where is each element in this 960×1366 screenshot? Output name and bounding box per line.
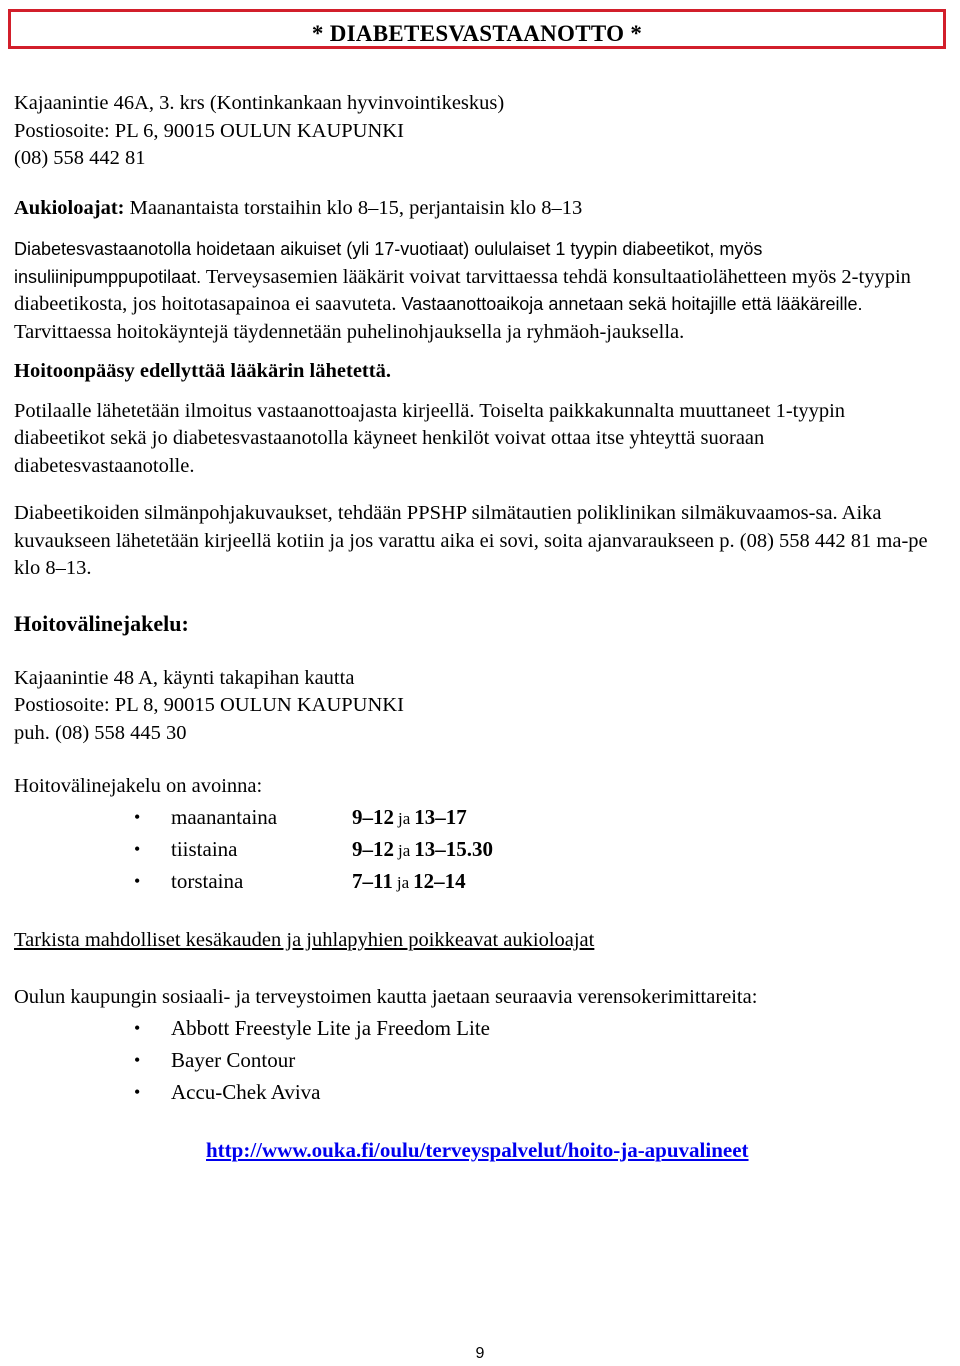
document-body xyxy=(14,90,934,1168)
bullet-icon: • xyxy=(134,838,141,859)
day-label: maanantaina xyxy=(171,804,278,829)
opening-hours-label: Aukioloajat: xyxy=(14,196,125,219)
phone-line: (08) 558 442 81 xyxy=(14,147,146,169)
eye-exam-text-2: Aika kuvaukseen lähetetään kirjeellä kotiin ja jos varattu aika ei sovi, soita ajanvaraukseen p. (08) 558 442 81 ma-pe klo 8–13. xyxy=(14,502,928,579)
bullet-icon: • xyxy=(134,806,141,827)
intro-paragraph xyxy=(14,236,934,346)
time-range: 9–12 ja 13–15.30 xyxy=(352,836,494,861)
link-container xyxy=(14,1108,934,1168)
time-range: 9–12 ja 13–17 xyxy=(352,804,467,829)
notice-text: Potilaalle lähetetään ilmoitus vastaanottoajasta kirjeellä. xyxy=(14,399,475,422)
exceptions-note: Tarkista mahdolliset kesäkauden ja juhlapyhien poikkeavat aukioloajat xyxy=(14,928,595,951)
eye-exam-paragraph xyxy=(14,500,934,583)
intro-text-sans: Diabetesvastaanotolla hoidetaan aikuiset (yli 17-vuotiaat) oululaiset 1 tyypin diabeetikot, myös insuliinipumppupotilaat. xyxy=(14,239,763,287)
supplies-postal-line: Postiosoite: PL 8, 90015 OULUN KAUPUNKI xyxy=(14,694,404,716)
postal-address-line: Postiosoite: PL 6, 90015 OULUN KAUPUNKI xyxy=(14,119,404,142)
meter-name: Abbott Freestyle Lite ja Freedom Lite xyxy=(171,1015,490,1040)
bullet-icon: • xyxy=(134,1017,141,1038)
page-title: * DIABETESVASTAANOTTO * xyxy=(311,21,643,46)
meters-intro: Oulun kaupungin sosiaali- ja terveystoimen kautta jaetaan seuraavia verensokerimittareita: xyxy=(14,986,758,1008)
supplies-address xyxy=(14,665,934,748)
intro-text-sans-2: Vastaanottoaikoja annetaan sekä hoitajille että lääkäreille. xyxy=(396,294,863,314)
supplies-open-label: Hoitovälinejakelu on avoinna: xyxy=(14,775,263,797)
supplies-phone-line: puh. (08) 558 445 30 xyxy=(14,721,187,744)
bullet-icon: • xyxy=(134,1049,141,1070)
supplies-info-link[interactable]: http://www.ouka.fi/oulu/terveyspalvelut/hoito-ja-apuvalineet xyxy=(206,1137,749,1162)
intro-text-serif: Terveysasemien lääkärit voivat tarvittaessa tehdä konsultaatiolähetteen myös 2-tyypin diabeetikosta, jos hoitotasapainoa ei saavuteta. xyxy=(14,265,911,315)
referral-note: Hoitoonpääsy edellyttää lääkärin lähetettä. xyxy=(14,360,391,382)
notice-paragraph xyxy=(14,398,934,481)
meter-name: Accu-Chek Aviva xyxy=(171,1079,321,1104)
intro-text-serif-2: Tarvittaessa hoitokäyntejä täydennetään puhelinohjauksella ja ryhmäoh-jauksella. xyxy=(14,320,685,343)
day-label: torstaina xyxy=(171,868,244,893)
supplies-address-line: Kajaanintie 48 A, käynti takapihan kautta xyxy=(14,666,355,689)
opening-hours-text: Maanantaista torstaihin klo 8–15, perjantaisin klo 8–13 xyxy=(124,196,583,219)
meters-list xyxy=(14,1012,934,1108)
notice-text-2: Toiselta paikkakunnalta muuttaneet 1-tyypin diabeetikot sekä jo diabetesvastaanotolla käyneet henkilöt voivat ottaa itse yhteyttä suoraan diabetesvastaanotolle. xyxy=(14,399,846,477)
list-item xyxy=(14,801,934,833)
clinic-address xyxy=(14,90,934,173)
list-item xyxy=(14,1076,934,1108)
list-item xyxy=(14,1044,934,1076)
day-label: tiistaina xyxy=(171,836,238,861)
list-item xyxy=(14,833,934,865)
address-line: Kajaanintie 46A, 3. krs (Kontinkankaan hyvinvointikeskus) xyxy=(14,92,505,114)
list-item xyxy=(14,1012,934,1044)
header-box xyxy=(8,9,946,49)
opening-hours xyxy=(14,195,934,223)
bullet-icon: • xyxy=(134,1081,141,1102)
page-number: 9 xyxy=(475,1345,485,1362)
supplies-heading: Hoitovälinejakelu: xyxy=(14,610,189,636)
bullet-icon: • xyxy=(134,870,141,891)
meter-name: Bayer Contour xyxy=(171,1047,296,1072)
list-item xyxy=(14,865,934,897)
eye-exam-text: Diabeetikoiden silmänpohjakuvaukset, tehdään PPSHP silmätautien poliklinikan silmäkuvaamos-sa. xyxy=(14,502,838,524)
supplies-hours-list xyxy=(14,801,934,897)
time-range: 7–11 ja 12–14 xyxy=(352,868,466,893)
